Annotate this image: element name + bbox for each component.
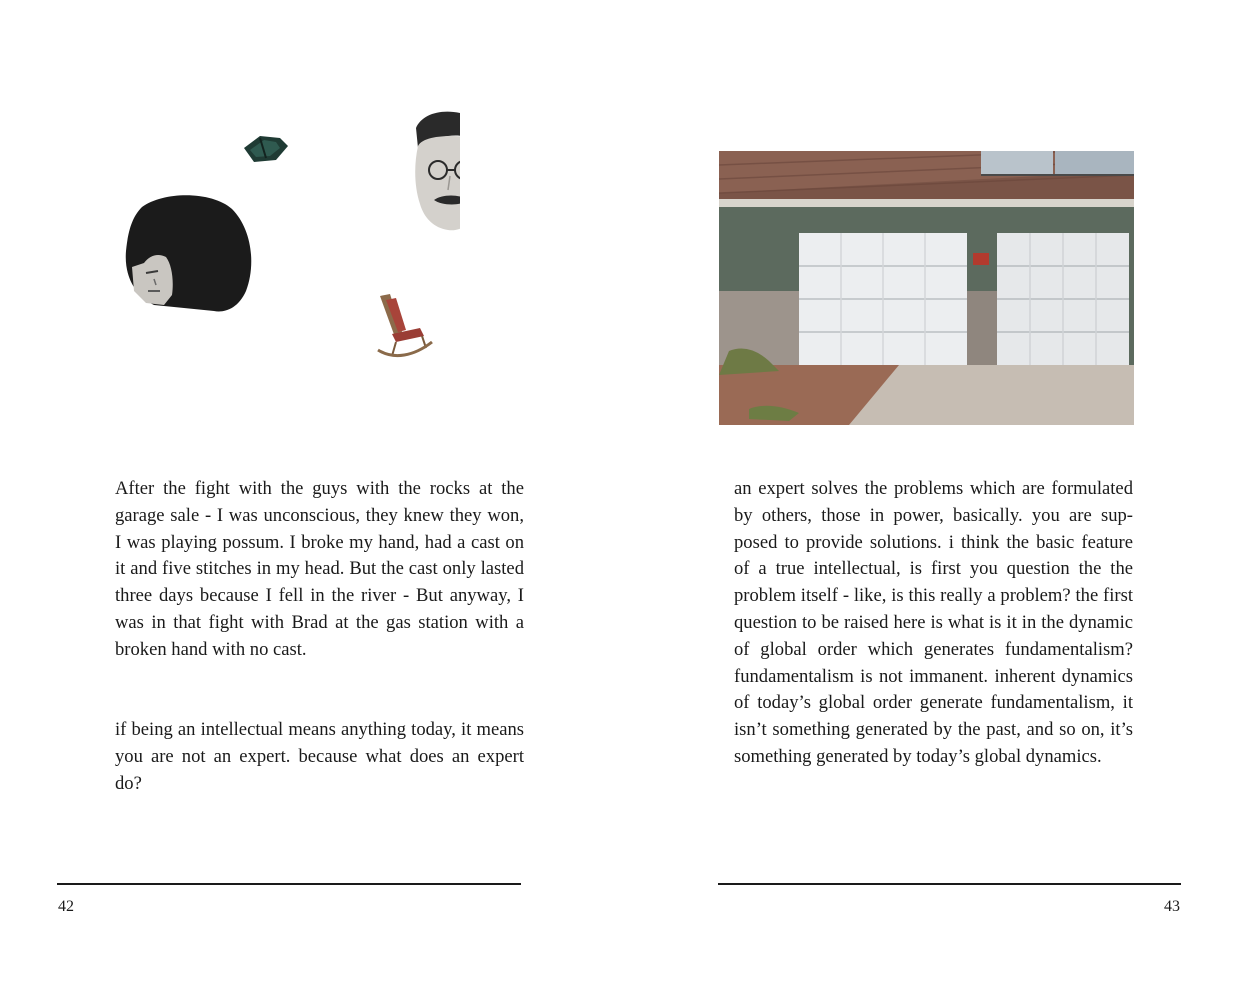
- right-page: [620, 0, 1240, 986]
- right-paragraph-1: an expert solves the problems which are formulated by others, those in power, basically. you are supposed to provide solutions. i think the basic feature of a true intellectual, is first you question the the problem itself - like, is this really a problem? the first question to be raised here is what is it in the dynamic of global order which generates fundamentalism? fundamentalism is not immanent. inherent dynamics of today’s global order generate fundamentalism, it isn’t something generated by the past, and so on, it’s something generated by today’s global dynamics.: [734, 478, 1133, 767]
- garage-doors-photo: [719, 151, 1134, 425]
- collage: [110, 100, 460, 370]
- rocking-chair-cutout: [378, 294, 432, 356]
- page-number-right: 43: [1164, 898, 1180, 915]
- left-paragraph-1: After the fight with the guys with the rocks at the garage sale - I was unconscious, they knew they won, I was playing possum. I broke my hand, had a cast on it and five stitches in my head. But the cast only lasted three days because I fell in the river - But anyway, I was in that fight with Brad at the gas station with a broken hand with no cast.: [115, 478, 524, 660]
- page-number-left: 42: [58, 898, 74, 915]
- right-footer-rule: [718, 883, 1181, 885]
- green-object-cutout: [244, 136, 288, 162]
- left-paragraph-2: if being an intellectual means anything today, it means you are not an expert. because what does an expert do?: [115, 719, 524, 794]
- woman-portrait-cutout: [126, 195, 252, 311]
- man-with-glasses-portrait-cutout: [415, 112, 460, 231]
- left-footer-rule: [57, 883, 521, 885]
